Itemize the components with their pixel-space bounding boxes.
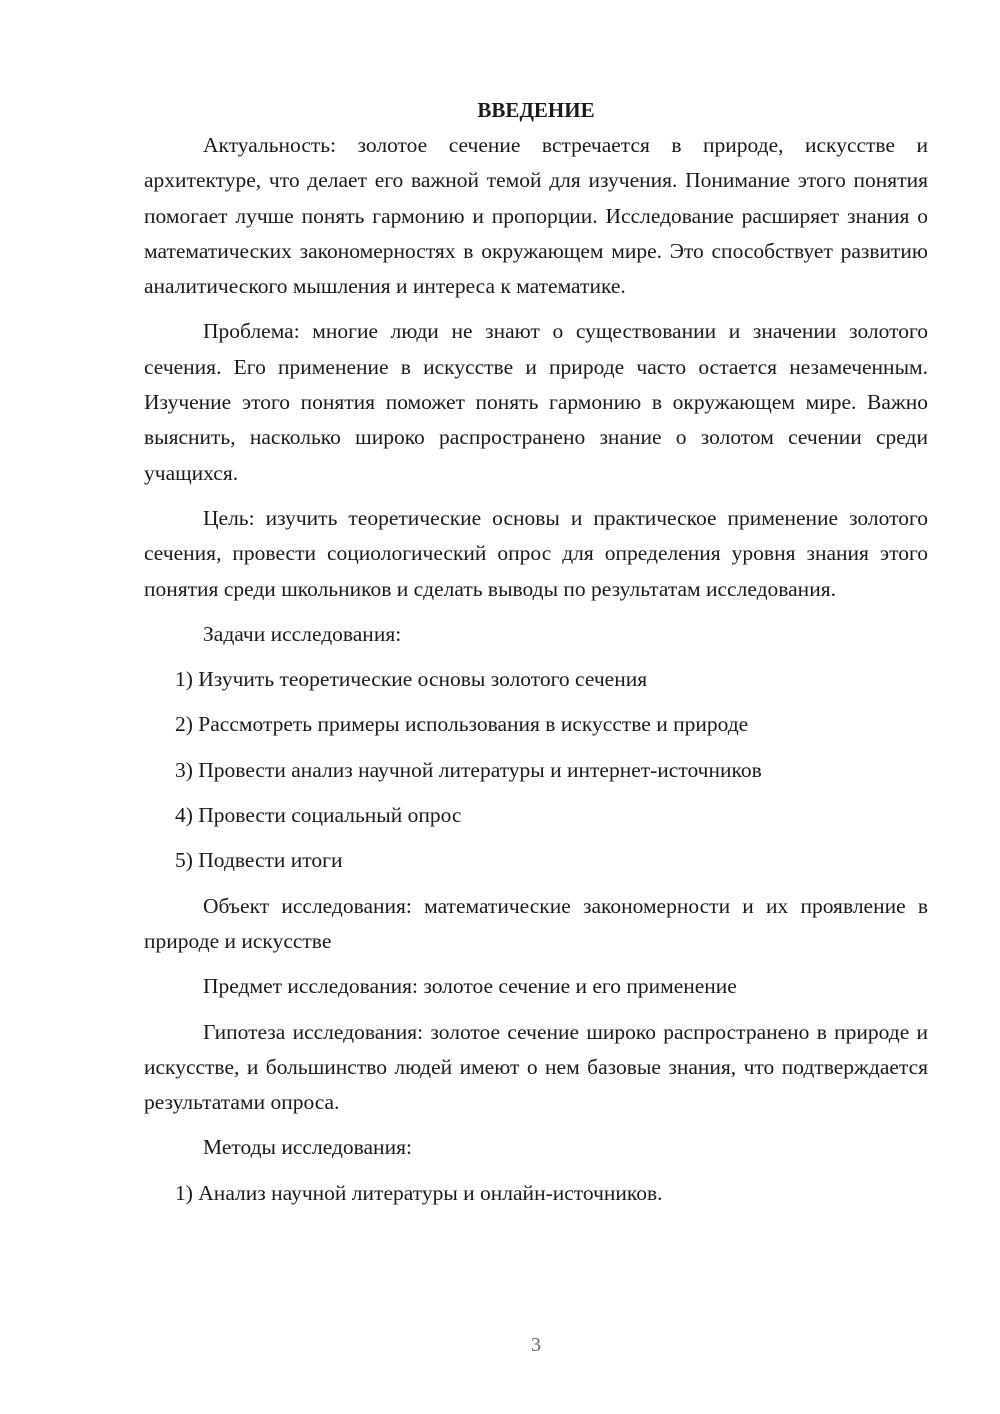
methods-title: Методы исследования: [203,1135,412,1160]
section-heading: ВВЕДЕНИЕ [477,98,595,122]
problem-paragraph: Проблема: многие люди не знают о существовании и значении золотого сечения. Его применение в искусстве и природе часто остается незамеченным. Изучение этого понятия поможет понять гармонию в окружающем мире. Важно выяснить, насколько широко распространено знание о золотом сечении среди учащихся. [144,319,928,485]
document-page [144,92,928,1221]
task-item-5: 5) Подвести итоги [175,848,343,873]
task-item-2: 2) Рассмотреть примеры использования в искусстве и природе [175,712,749,737]
method-item-1: 1) Анализ научной литературы и онлайн-источников. [175,1180,663,1205]
tasks-title: Задачи исследования: [203,621,402,646]
task-item-1: 1) Изучить теоретические основы золотого сечения [175,667,648,692]
object-paragraph: Объект исследования: математические закономерности и их проявление в природе и искусстве [144,893,928,953]
relevance-paragraph: Актуальность: золотое сечение встречается в природе, искусстве и архитектуре, что делает его важной темой для изучения. Понимание этого понятия помогает лучше понять гармонию и пропорции. Исследование расширяет знания о математических закономерностях в окружающем мире. Это способствует развитию аналитического мышления и интереса к математике. [144,133,928,299]
task-item-4: 4) Провести социальный опрос [175,803,462,828]
hypothesis-paragraph: Гипотеза исследования: золотое сечение широко распространено в природе и искусстве, и большинство людей имеют о нем базовые знания, что подтверждается результатами опроса. [144,1019,928,1115]
subject-paragraph: Предмет исследования: золотое сечение и его применение [203,974,737,999]
page-number: 3 [531,1334,541,1356]
task-item-3: 3) Провести анализ научной литературы и интернет-источников [175,757,762,782]
goal-paragraph: Цель: изучить теоретические основы и практическое применение золотого сечения, провести социологический опрос для определения уровня знания этого понятия среди школьников и сделать выводы по результатам исследования. [144,505,928,601]
